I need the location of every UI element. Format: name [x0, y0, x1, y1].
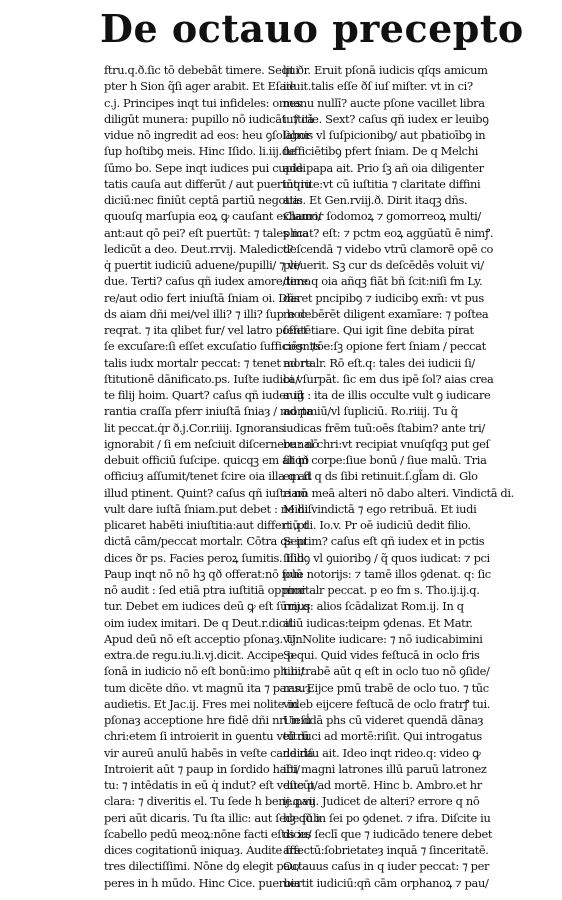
text-line: Introierit aūt ⁊ paup in ſordido habi/ — [104, 761, 300, 776]
text-line: affectū:ſobrietateȝ inquā ⁊ ſinceritatē. — [283, 843, 489, 857]
text-line: ſentētiare. Qui igit ſine debita pirat — [283, 323, 474, 337]
left-text-column — [104, 62, 322, 891]
text-line: nō audit : ſed etiā ptra iuſtitiā oppimi — [104, 583, 306, 597]
text-line: plicat? eſt: ⁊ pctm eoꝝ aggūatū ē nimꝭ. — [283, 225, 494, 240]
text-line: ſcabello pedū meoꝝ:nōne facti eſtis iu/ — [104, 826, 312, 841]
text-line: dices cogitationū iniquaȝ. Audite fra — [104, 843, 301, 857]
text-line: auit : ita de illis occulte vult ꝯ iudicare — [283, 388, 491, 402]
text-line: tū duci ad mortē:riſit. Qui introgatus — [283, 729, 482, 744]
text-line: ſonā in iudicio nō eſt bonū:imo phibi/ — [104, 664, 305, 679]
text-line: iduit.talis eſſe ðſ iuſ miſter. vt in ci? — [283, 79, 473, 94]
text-line: peres in h mūdo. Hinc Cice. puerbia — [104, 875, 301, 890]
text-line: bunal chri:vt recipiat vnuſqſqꝫ put geſ — [283, 436, 490, 451]
text-line: dices ðr ps. Facies peroꝝ ſumitis. Iſid. — [104, 550, 308, 565]
text-line: rrij.q: alios ſcādalizat Rom.ij. In q — [283, 599, 464, 614]
text-line: dere.q oia añqꝫ fiāt bñ ſcit:niſi fm Ly. — [283, 274, 483, 289]
text-line: tatis cauſa aut differūt / aut puertūt iu — [104, 176, 311, 191]
text-line: lit peccat.q̇r ð.j.Cor.riiij. Ignorans — [104, 420, 285, 435]
text-line: ſe excuſare:ſi eſſet excuſatio ſufficiēs: ⁊s — [104, 339, 321, 354]
text-line: ad pmiū/vl ſupliciū. Ro.riiij. Tu q̃ — [283, 404, 458, 419]
text-line: uertit iudiciū:qñ cām orphanoꝝ ⁊ pau/ — [283, 875, 489, 890]
text-line: Septim? caſus eſt qñ iudex et in pctis — [283, 534, 485, 549]
text-line: ds aiam dñi mei/vel illi? ⁊ illi? ſup hoc — [104, 306, 307, 321]
text-line: reqrat. ⁊ ita qlibet fur/ vel latro poſſet — [104, 323, 308, 337]
text-line: tu: ⁊ intēdatis in eū q̇ indut? eſt veſte p/ — [104, 778, 318, 792]
text-line: ant:aut qō pei? eſt puertūt: ⁊ tales ma — [104, 225, 309, 240]
text-line: debuit officiū ſuſcipe. quicqꝫ em aliqð — [104, 453, 309, 467]
text-line: iſti magni latrones illū paruū latronez — [283, 761, 487, 776]
text-line: plicaret habēti iniuſtitia:aut differt ,pt — [104, 518, 309, 532]
text-line: ignorabit / ſi em neſciuit diſcernere : nō — [104, 436, 319, 451]
text-line: aliū iudicas:teipm ꝯdenas. Et Matr. — [283, 615, 473, 630]
text-line: Mihi vindictā ⁊ ego retribuā. Et iudi — [283, 501, 477, 516]
text-line: quouſq marſupia eoꝝ ꝙ cauſant exhauri/ — [104, 209, 322, 224]
text-line: lit ðr. Eruit pſonā iudicis qſqs amicum — [283, 63, 488, 77]
text-line: vult dare iuſtā ſniam.put debet : ne diſ — [104, 501, 312, 516]
text-line: bi vſurpāt. ſic em dus ipē ſol? aias crea — [283, 371, 494, 386]
text-line: pleuerit. Sꝫ cur ds deſcēdēs voluit vi/ — [283, 258, 484, 272]
text-line: Apud deū nō eſt acceptio pſonaȝ. Un — [104, 631, 303, 646]
text-line: ſit in corpe:ſiue bonū / ſiue malū. Tria — [283, 453, 487, 467]
text-line: pſonaȝ acceptione hre fidē dñi nri ieſu — [104, 713, 312, 727]
text-line: Paup inqt nō nō hꝫ qð offerat:nō ſolū — [104, 566, 303, 581]
text-line: atis. Et Gen.rviij.ð. Dirit itaqꝫ dñs. — [283, 193, 468, 207]
text-line: ij.q.vij. Judicet de alteri? errore q nō — [283, 794, 480, 809]
text-line: tum dicēte dño. vt magnū ita ⁊ paruuȝ — [104, 680, 311, 695]
text-line: Sequi. Quid vides feſtucā in oclo fris — [283, 648, 480, 662]
text-line: extra.de regu.iu.li.vj.dicit. Accipe p — [104, 648, 294, 662]
text-line: ſufficiētibꝯ pfert ſniam. De q Melchi — [283, 144, 478, 159]
text-line: em ſt q ds ſibi retinuit.ſ.gl̃am di. Glo — [283, 469, 478, 484]
text-line: ſignis vl ſuſpicionibꝯ/ aut pbatioībꝯ in — [283, 128, 486, 142]
text-line: oim iudex imitari. De q Deut.r.dicit. — [104, 615, 296, 630]
text-line: te filij hoim. Quart? caſus qñ iuder iḡ — [104, 388, 305, 402]
text-line: rantia craſſa pferr iniuſtā ſniaȝ / morta — [104, 404, 313, 419]
text-line: pue notorijs: ⁊ tamē illos ꝯdenat. q: ſic — [283, 566, 491, 581]
text-line: vij. Nolite iudicare: ⁊ nō iudicabimini — [283, 631, 483, 646]
text-line: Clamor ſodomoꝝ ⁊ gomorreoꝝ multi/ — [283, 209, 481, 224]
text-line: clara: ⁊ diveritis el. Tu ſede h bene.pau — [104, 794, 316, 809]
text-line: riam meā alteri nō dabo alteri. Vindictā di. — [283, 485, 514, 500]
text-line: deſcendā ⁊ videbo vtrū clamorē opē co — [283, 241, 494, 256]
text-line: vidue nō ingredit ad eos: heu ꝯſolabor — [104, 128, 311, 142]
text-line: diciū:nec finiūt ceptā partiū negotia: — [104, 193, 303, 207]
text-line: ducūt ad mortē. Hinc b. Ambro.et hr — [283, 778, 482, 792]
text-line: mortalr peccat. p eo fm s. Tho.ij.ij.q. — [283, 583, 480, 597]
text-line: tur. Debet em iudices deū ꝙ eſt ſūmus — [104, 599, 311, 614]
text-line: re/aut odio fert iniuſtā ſniam oi. Dñs — [104, 290, 300, 305]
text-line: Octauus caſus in q iuder peccat: ⁊ per — [283, 859, 490, 874]
text-line: q̇ puertit iudiciū aduene/pupilli/ ⁊ vi/ — [104, 258, 301, 272]
text-line: ſilibꝯ vl ꝯuioribꝯ / q̃ quos iudicat: ⁊ pci — [283, 550, 490, 565]
text-line: ſtitutionē dānificato.ps. Iuſte iudica/ — [104, 371, 299, 386]
text-line: tres dilectiſſimi. Nōne dꝯ elegit pau/ — [104, 859, 301, 874]
text-line: ciū di. Io.v. Pr oē iudiciū dedit filio. — [283, 518, 471, 532]
text-line: illud ptinent. Quint? caſus qñ iuſte nō — [104, 485, 307, 500]
text-line: pter h Sion q̃ſi ager arabit. Et Eſaie — [104, 79, 296, 94]
text-line: dictā cām/peccat mortalr. Cōtra qs iu — [104, 534, 307, 549]
text-line: ledicūt a deo. Deut.rrvij. Maledict? — [104, 241, 293, 256]
text-line: peri aūt dicaris. Tu ſta illic: aut ſede ſub — [104, 810, 320, 825]
text-line: hꝫ qð in ſei po ꝯdenet. ⁊ ifra. Diſcite iu — [283, 810, 491, 825]
text-line: c.j. Principes inqt tui infideles: omes — [104, 95, 302, 110]
page-title: De octauo precepto — [100, 6, 524, 51]
text-line: cognitōe:ſꝫ opione fert ſniam / peccat — [283, 339, 486, 354]
text-line: officiuȝ aſſumit/tenet ſcire oia illa q ad — [104, 469, 312, 484]
text-line: ras. Eijce pmū trabē de oclo tuo. ⁊ tūc — [283, 680, 489, 695]
text-line: iudicas frēm tuū:oēs ſtabim? ante tri/ — [283, 420, 485, 435]
text-line: inqrite:vt cū iuſtitia ⁊ claritate diffini — [283, 176, 481, 191]
text-line: ade papa ait. Prio ſꝫ añ oia diligenter — [283, 160, 484, 175]
text-line: ſūmo bo. Sepe inqt iudices pui cupidi — [104, 160, 306, 175]
text-line: daret pncipibꝯ ⁊ iudicibꝯ exm̄: vt pus — [283, 290, 484, 305]
text-line: due. Terti? caſus qñ iudex amore/timo — [104, 274, 311, 289]
text-line: re debērēt diligent examīare: ⁊ poſtea — [283, 306, 489, 321]
text-line: chri:etem ſi introierit in ꝯuentu veſtrū — [104, 729, 310, 744]
text-line: iuſtitie. Sext? caſus qñ iudex er leuibꝯ — [283, 111, 489, 126]
text-line: dices ſeclī que ⁊ iudicādo tenere debet — [283, 826, 493, 841]
text-line: mortalr. Rō eſt.q: tales dei iudicii ſi/ — [283, 355, 475, 370]
text-line: de riſu ait. Ideo inqt rideo.q: video ꝙ — [283, 745, 481, 760]
text-line: audietis. Et Jac.ij. Fres mei nolite in — [104, 696, 298, 711]
text-line: vir aureū anulū habēs in veſte candida — [104, 745, 314, 760]
text-line: diligūt munera: pupillo nō iudicāt: ⁊ cā — [104, 111, 314, 126]
right-text-column — [283, 62, 519, 891]
text-line: talis iudx mortalr peccat: ⁊ tenet ad re — [104, 355, 313, 370]
text-line: Un ḋdā phs cū videret quendā dānaȝ — [283, 713, 484, 727]
text-line: ftru.q.ð.ſic tō debebāt timere. Sequi — [104, 63, 299, 77]
text-line: ſup hoſtibꝯ meis. Hinc Iſido. li.iij.de — [104, 144, 296, 159]
text-line: videb eijcere feſtucā de oclo fratrꝭ tui. — [283, 696, 491, 711]
text-line: manu nullī? aucte pſone vacillet libra — [283, 95, 485, 110]
text-line: tui:trabē aūt q eſt in oclo tuo nō ꝯſide/ — [283, 664, 490, 679]
